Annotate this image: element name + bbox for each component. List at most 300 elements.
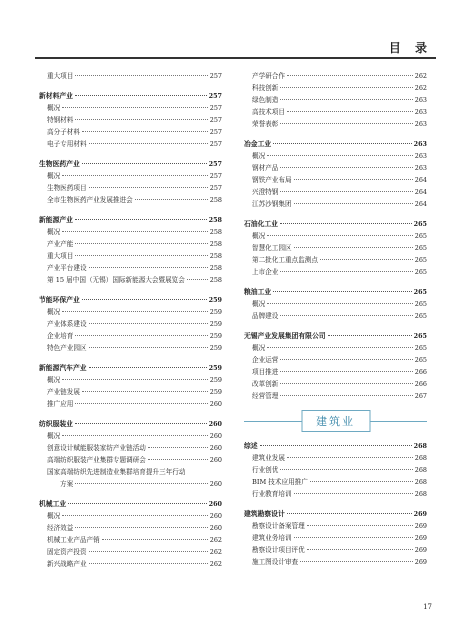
toc-entry-page: 265 [414, 300, 427, 308]
toc-entry-title: 概况 [47, 376, 61, 384]
dot-leader [75, 219, 207, 220]
toc-entry-page: 264 [414, 176, 427, 184]
toc-entry-page: 265 [414, 356, 427, 364]
toc-entry-page: 265 [414, 268, 427, 276]
dot-leader [75, 119, 207, 120]
toc-entry-title: 建筑业务培训 [252, 534, 292, 542]
toc-entry[interactable] [244, 174, 427, 186]
dot-leader [135, 199, 208, 200]
toc-entry-page: 257 [209, 104, 222, 112]
toc-entry[interactable] [39, 318, 222, 330]
dot-leader [102, 539, 208, 540]
toc-entry-page: 266 [414, 380, 427, 388]
dot-leader [75, 527, 207, 528]
dot-leader [148, 447, 208, 448]
toc-entry-title: 绿色制造 [252, 96, 279, 104]
toc-entry-title: 高分子材料 [47, 128, 80, 136]
dot-leader [280, 87, 412, 88]
toc-entry-page: 258 [209, 252, 222, 260]
dot-leader [280, 315, 412, 316]
toc-entry-title: 经济效益 [47, 524, 74, 532]
toc-section-heading-page: 260 [208, 420, 222, 428]
toc-entry-title: 电子专用材料 [47, 140, 87, 148]
toc-entry-title: 概况 [47, 172, 61, 180]
toc-entry[interactable] [244, 366, 427, 378]
toc-entry[interactable] [244, 390, 427, 402]
toc-section-heading[interactable] [39, 158, 222, 170]
dot-leader [280, 383, 412, 384]
dot-leader [62, 231, 208, 232]
toc-entry[interactable] [39, 226, 222, 238]
toc-group [39, 70, 222, 82]
toc-section-heading[interactable] [244, 286, 427, 298]
toc-entry[interactable] [244, 230, 427, 242]
toc-entry-page: 269 [414, 534, 427, 542]
dot-leader [82, 163, 207, 164]
header-rule [35, 57, 436, 59]
toc-section-heading-page: 257 [208, 160, 222, 168]
toc-section-heading-title: 冶金工业 [244, 140, 272, 148]
toc-section-heading-title: 无锡产业发展集团有限公司 [244, 332, 326, 340]
toc-section-heading[interactable] [39, 362, 222, 374]
dot-leader [89, 187, 208, 188]
dot-leader [148, 459, 208, 460]
toc-entry[interactable] [39, 170, 222, 182]
toc-entry[interactable] [39, 510, 222, 522]
toc-left-column [39, 70, 222, 578]
toc-entry[interactable] [244, 198, 427, 210]
toc-entry-page: 260 [209, 512, 222, 520]
toc-entry-page: 269 [414, 546, 427, 554]
toc-entry-page: 264 [414, 188, 427, 196]
toc-entry-title: 概况 [47, 228, 61, 236]
toc-section-heading-page: 257 [208, 92, 222, 100]
toc-entry-page: 268 [414, 490, 427, 498]
dot-leader [62, 435, 208, 436]
dot-leader [62, 175, 208, 176]
toc-entry-title: 企业运营 [252, 356, 279, 364]
toc-entry-title: 智慧化工园区 [252, 244, 292, 252]
toc-entry-title: 兴澄特钢 [252, 188, 279, 196]
toc-entry-title: 勘察设计项目评优 [252, 546, 305, 554]
toc-entry[interactable] [244, 242, 427, 254]
toc-group [244, 218, 427, 278]
toc-section-heading-page: 259 [208, 364, 222, 372]
dot-leader [89, 143, 208, 144]
toc-entry-title: 特钢材料 [47, 116, 74, 124]
toc-entry-title: 产业平台建设 [47, 264, 87, 272]
toc-entry-page: 260 [209, 432, 222, 440]
toc-section-heading-title: 生物医药产业 [39, 160, 80, 168]
toc-section-heading[interactable] [244, 218, 427, 230]
dot-leader [310, 481, 413, 482]
toc-entry-page: 258 [209, 276, 222, 284]
toc-entry-title: 行业教育培训 [252, 490, 292, 498]
toc-section-heading-page: 265 [413, 288, 427, 296]
toc-entry-title: 概况 [252, 232, 266, 240]
toc-entry-page: 268 [414, 478, 427, 486]
dot-leader [75, 75, 207, 76]
toc-entry[interactable] [244, 266, 427, 278]
toc-entry[interactable] [39, 374, 222, 386]
toc-entry[interactable] [39, 138, 222, 150]
toc-entry[interactable] [244, 186, 427, 198]
toc-entry[interactable] [39, 114, 222, 126]
toc-entry-title: 第 15 届中国（无锡）国际新能源大会暨展览会 [47, 276, 185, 284]
toc-entry-page: 269 [414, 558, 427, 566]
toc-entry[interactable] [39, 250, 222, 262]
toc-entry-page: 259 [209, 320, 222, 328]
toc-entry[interactable] [39, 342, 222, 354]
dot-leader [89, 551, 208, 552]
toc-entry-title: 机械工业产品产销 [47, 536, 100, 544]
toc-entry[interactable] [39, 386, 222, 398]
dot-leader [82, 131, 208, 132]
toc-entry[interactable] [244, 464, 427, 476]
dot-leader [75, 255, 207, 256]
toc-entry-title: 固定资产投资 [47, 548, 87, 556]
toc-entry[interactable] [39, 238, 222, 250]
toc-entry-title: 重大项目 [47, 252, 74, 260]
toc-entry[interactable] [39, 70, 222, 82]
dot-leader [294, 179, 413, 180]
toc-entry-page: 263 [414, 120, 427, 128]
dot-leader [320, 259, 413, 260]
toc-entry[interactable] [39, 306, 222, 318]
toc-entry-page: 257 [209, 128, 222, 136]
toc-section-heading[interactable] [244, 330, 427, 342]
toc-entry[interactable] [39, 546, 222, 558]
toc-entry-page: 260 [209, 480, 222, 488]
dot-leader [89, 267, 208, 268]
dot-leader [82, 391, 208, 392]
toc-entry[interactable] [244, 150, 427, 162]
dot-leader [75, 335, 207, 336]
toc-entry-title: 上市企业 [252, 268, 279, 276]
dot-leader [280, 271, 412, 272]
toc-entry[interactable] [244, 556, 427, 568]
dot-leader [273, 143, 411, 144]
dot-leader [62, 379, 208, 380]
dot-leader [75, 423, 207, 424]
dot-leader [280, 359, 412, 360]
dot-leader [280, 167, 412, 168]
toc-entry-title: 方案 [60, 480, 74, 488]
dot-leader [89, 323, 208, 324]
toc-entry-title: 经营管理 [252, 392, 279, 400]
dot-leader [267, 303, 413, 304]
toc-section-heading-title: 综述 [244, 442, 258, 450]
toc-entry-title: 概况 [252, 300, 266, 308]
toc-entry-page: 266 [414, 368, 427, 376]
toc-section-heading-title: 新材料产业 [39, 92, 73, 100]
toc-entry[interactable] [244, 488, 427, 500]
toc-entry-title: BIM 技术应用推广 [252, 478, 308, 486]
toc-section-heading-page: 265 [413, 220, 427, 228]
toc-entry-title: 高技术项目 [252, 108, 285, 116]
toc-entry-title: 国家高端纺织先进制造业集群培育提升三年行动 [47, 468, 186, 476]
toc-entry-page: 257 [209, 116, 222, 124]
toc-entry-title: 第二批化工重点监测点 [252, 256, 318, 264]
toc-entry[interactable] [39, 274, 222, 286]
dot-leader [287, 457, 413, 458]
toc-entry-title: 创意设计赋能服装家纺产业链活动 [47, 444, 146, 452]
toc-group [244, 70, 427, 130]
toc-entry-page: 265 [414, 344, 427, 352]
dot-leader [75, 243, 207, 244]
toc-section-heading-title: 新能源产业 [39, 216, 73, 224]
toc-entry[interactable] [244, 544, 427, 556]
toc-entry-page: 263 [414, 108, 427, 116]
dot-leader [267, 347, 413, 348]
toc-entry-page: 257 [209, 172, 222, 180]
dot-leader [75, 403, 207, 404]
toc-entry[interactable] [244, 118, 427, 130]
dot-leader [307, 549, 413, 550]
toc-right-column [244, 70, 427, 576]
toc-entry-title: 产学研合作 [252, 72, 285, 80]
toc-entry[interactable] [244, 254, 427, 266]
toc-entry-page: 257 [209, 184, 222, 192]
toc-section-heading[interactable] [39, 418, 222, 430]
toc-section-heading-page: 263 [413, 140, 427, 148]
toc-entry-page: 258 [209, 196, 222, 204]
dot-leader [280, 371, 412, 372]
toc-entry-page: 265 [414, 256, 427, 264]
toc-entry-page: 259 [209, 332, 222, 340]
dot-leader [287, 75, 413, 76]
toc-entry-page: 262 [209, 536, 222, 544]
dot-leader [260, 445, 412, 446]
toc-section-heading[interactable] [39, 294, 222, 306]
dot-leader [328, 335, 412, 336]
toc-entry-title: 产业体系建设 [47, 320, 87, 328]
dot-leader [294, 537, 413, 538]
toc-entry-page: 265 [414, 232, 427, 240]
toc-entry-page: 262 [414, 84, 427, 92]
toc-entry[interactable] [39, 194, 222, 206]
toc-section-heading-title: 节能环保产业 [39, 296, 80, 304]
toc-entry[interactable] [39, 430, 222, 442]
toc-entry[interactable] [39, 478, 222, 490]
toc-entry[interactable] [244, 378, 427, 390]
dot-leader [294, 247, 413, 248]
page-header-title: 目 录 [388, 41, 432, 55]
toc-entry-page: 260 [209, 400, 222, 408]
dot-leader [187, 279, 208, 280]
toc-entry-page: 269 [414, 522, 427, 530]
dot-leader [75, 95, 207, 96]
dot-leader [307, 525, 413, 526]
toc-group [39, 214, 222, 286]
toc-entry-title: 勘察设计备案管理 [252, 522, 305, 530]
toc-entry-page: 258 [209, 264, 222, 272]
toc-entry-title: 全市生物医药产业发展推进会 [47, 196, 133, 204]
toc-section-heading[interactable] [244, 440, 427, 452]
toc-group [39, 158, 222, 206]
toc-group [244, 138, 427, 210]
dot-leader [68, 503, 206, 504]
toc-entry[interactable] [39, 534, 222, 546]
toc-entry[interactable] [39, 126, 222, 138]
toc-entry[interactable] [244, 70, 427, 82]
toc-section-heading-page: 269 [413, 510, 427, 518]
toc-entry-page: 262 [209, 560, 222, 568]
dot-leader [62, 515, 208, 516]
toc-entry[interactable] [39, 442, 222, 454]
toc-entry-page: 263 [414, 152, 427, 160]
toc-section-heading-page: 260 [208, 500, 222, 508]
toc-entry-page: 262 [209, 548, 222, 556]
toc-entry-page: 259 [209, 388, 222, 396]
toc-entry-title: 产业产能 [47, 240, 74, 248]
dot-leader [280, 395, 412, 396]
toc-entry-page: 259 [209, 308, 222, 316]
toc-entry-title: 科技创新 [252, 84, 279, 92]
dot-leader [280, 191, 412, 192]
toc-entry-title: 概况 [47, 432, 61, 440]
dot-leader [75, 483, 208, 484]
toc-section-heading-title: 新能源汽车产业 [39, 364, 87, 372]
toc-entry-title: 品牌建设 [252, 312, 279, 320]
toc-section-heading[interactable] [39, 214, 222, 226]
toc-entry-page: 264 [414, 200, 427, 208]
toc-entry-title: 概况 [47, 512, 61, 520]
toc-entry-title: 产业链发展 [47, 388, 80, 396]
toc-entry-page: 260 [209, 444, 222, 452]
dot-leader [267, 235, 413, 236]
toc-section-heading[interactable] [244, 138, 427, 150]
toc-section-heading-page: 268 [413, 442, 427, 450]
toc-entry[interactable] [244, 532, 427, 544]
toc-entry[interactable] [244, 342, 427, 354]
toc-entry[interactable] [39, 522, 222, 534]
toc-entry[interactable] [39, 466, 222, 478]
toc-section-heading-page: 259 [208, 296, 222, 304]
toc-entry-title: 改革创新 [252, 380, 279, 388]
toc-entry[interactable] [39, 330, 222, 342]
toc-entry-page: 259 [209, 376, 222, 384]
toc-group [39, 294, 222, 354]
toc-entry-page: 257 [209, 140, 222, 148]
toc-group [39, 498, 222, 570]
dot-leader [280, 223, 412, 224]
toc-entry-page: 263 [414, 164, 427, 172]
toc-entry[interactable] [244, 82, 427, 94]
toc-entry-title: 高端纺织服装产业集群专题调研会 [47, 456, 146, 464]
toc-entry-page: 263 [414, 96, 427, 104]
toc-entry[interactable] [244, 452, 427, 464]
dot-leader [287, 111, 413, 112]
toc-entry[interactable] [244, 94, 427, 106]
toc-entry-title: 荣誉表彰 [252, 120, 279, 128]
toc-group [39, 90, 222, 150]
dot-leader [294, 493, 413, 494]
dot-leader [62, 107, 208, 108]
dot-leader [280, 469, 412, 470]
dot-leader [280, 123, 412, 124]
dot-leader [273, 291, 411, 292]
toc-entry[interactable] [39, 558, 222, 570]
toc-entry-title: 钢铁产业布局 [252, 176, 292, 184]
toc-section-heading-title: 石油化工业 [244, 220, 278, 228]
toc-entry[interactable] [244, 162, 427, 174]
toc-section-heading[interactable] [244, 508, 427, 520]
toc-entry[interactable] [39, 454, 222, 466]
toc-entry[interactable] [39, 102, 222, 114]
toc-group [244, 286, 427, 322]
dot-leader [300, 561, 413, 562]
dot-leader [280, 99, 412, 100]
toc-entry-title: 特色产业园区 [47, 344, 87, 352]
toc-entry-page: 268 [414, 454, 427, 462]
toc-entry[interactable] [244, 520, 427, 532]
toc-entry-page: 260 [209, 456, 222, 464]
dot-leader [82, 299, 207, 300]
toc-entry[interactable] [244, 476, 427, 488]
toc-entry[interactable] [39, 262, 222, 274]
dot-leader [267, 155, 413, 156]
toc-entry[interactable] [39, 182, 222, 194]
toc-group [244, 440, 427, 500]
toc-section-heading[interactable] [39, 90, 222, 102]
toc-group [244, 330, 427, 402]
toc-section-heading-title: 粮油工业 [244, 288, 272, 296]
toc-entry-page: 260 [209, 524, 222, 532]
toc-group [39, 418, 222, 490]
toc-entry-page: 257 [209, 72, 222, 80]
toc-section-heading-title: 纺织服装业 [39, 420, 73, 428]
toc-entry-title: 概况 [47, 104, 61, 112]
toc-entry[interactable] [244, 310, 427, 322]
toc-group [244, 508, 427, 568]
toc-entry-page: 259 [209, 344, 222, 352]
toc-entry-title: 建筑业发展 [252, 454, 285, 462]
toc-group [39, 362, 222, 410]
toc-entry[interactable] [39, 398, 222, 410]
toc-entry-title: 推广应用 [47, 400, 74, 408]
toc-entry-page: 267 [414, 392, 427, 400]
toc-entry-page: 262 [414, 72, 427, 80]
toc-entry-title: 钢材产品 [252, 164, 279, 172]
toc-entry-page: 258 [209, 228, 222, 236]
toc-section-heading[interactable] [39, 498, 222, 510]
section-banner [244, 410, 427, 432]
toc-entry-title: 施工图设计审查 [252, 558, 299, 566]
toc-entry[interactable] [244, 106, 427, 118]
toc-section-heading-title: 建筑勘察设计 [244, 510, 285, 518]
dot-leader [89, 367, 207, 368]
toc-entry-page: 265 [414, 244, 427, 252]
toc-entry-title: 企业培育 [47, 332, 74, 340]
toc-entry-page: 268 [414, 466, 427, 474]
toc-entry-title: 概况 [252, 344, 266, 352]
page-number: 17 [423, 603, 432, 611]
dot-leader [294, 203, 413, 204]
section-title: 建筑业 [301, 410, 370, 432]
toc-entry[interactable] [244, 354, 427, 366]
toc-section-heading-page: 258 [208, 216, 222, 224]
toc-entry-title: 概况 [47, 308, 61, 316]
toc-entry-title: 项目推进 [252, 368, 279, 376]
toc-section-heading-title: 机械工业 [39, 500, 67, 508]
toc-section-heading-page: 265 [413, 332, 427, 340]
toc-entry-title: 行业创优 [252, 466, 279, 474]
dot-leader [287, 513, 412, 514]
toc-entry-title: 概况 [252, 152, 266, 160]
toc-entry[interactable] [244, 298, 427, 310]
toc-entry-title: 生物医药项目 [47, 184, 87, 192]
